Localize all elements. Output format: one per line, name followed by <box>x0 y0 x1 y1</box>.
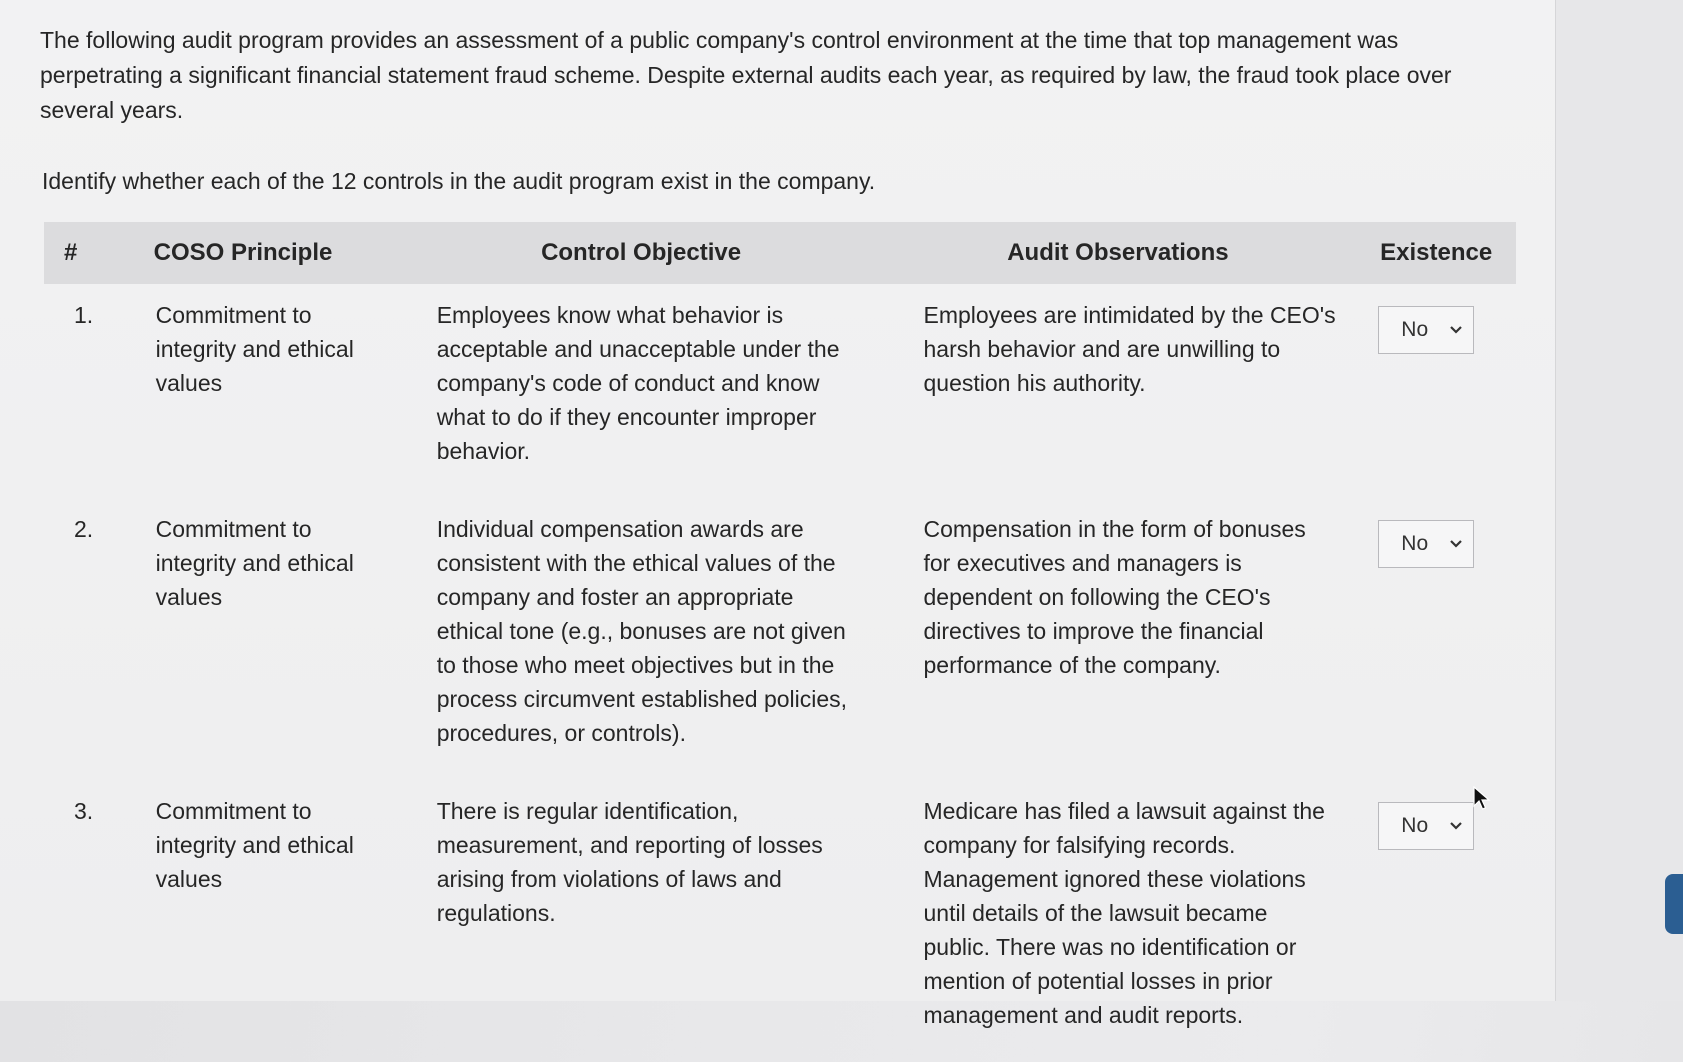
existence-cell <box>1356 498 1516 780</box>
audit-program-table <box>44 222 1516 1062</box>
header-existence: Existence <box>1356 222 1516 284</box>
table-header-row <box>44 222 1516 284</box>
header-control-objective: Control Objective <box>403 222 880 284</box>
coso-principle-cell: Commitment to integrity and ethical values <box>155 302 354 396</box>
existence-select-value: No <box>1401 532 1429 555</box>
control-objective-cell: There is regular identification, measurement, and reporting of losses arising from violations of laws and regulations. <box>436 798 823 926</box>
table-row <box>44 780 1516 1062</box>
existence-select[interactable] <box>1378 520 1474 568</box>
existence-cell <box>1356 284 1516 498</box>
side-tab-handle[interactable] <box>1665 874 1683 934</box>
chevron-down-icon <box>1449 539 1463 549</box>
table-row <box>44 498 1516 780</box>
audit-observation-cell: Employees are intimidated by the CEO's harsh behavior and are unwilling to question his authority. <box>923 302 1336 396</box>
row-number: 1. <box>74 302 94 328</box>
audit-observation-cell: Medicare has filed a lawsuit against the company for falsifying records. Management ignored these violations until details of the lawsuit became public. There was no identification or mention of potential losses in prior management and audit reports. <box>923 798 1325 1028</box>
existence-select[interactable] <box>1378 802 1474 850</box>
right-gutter <box>1556 0 1683 1001</box>
mouse-cursor-icon <box>1473 786 1491 812</box>
existence-select-value: No <box>1401 318 1429 341</box>
control-objective-cell: Employees know what behavior is acceptable and unacceptable under the company's code of conduct and know what to do if they encounter improper behavior. <box>436 302 840 464</box>
chevron-down-icon <box>1449 325 1463 335</box>
row-number: 2. <box>74 516 94 542</box>
chevron-down-icon <box>1449 821 1463 831</box>
coso-principle-cell: Commitment to integrity and ethical values <box>155 798 354 892</box>
row-number: 3. <box>74 798 94 824</box>
existence-cell <box>1356 780 1516 1062</box>
control-objective-cell: Individual compensation awards are consistent with the ethical values of the company and foster an appropriate ethical tone (e.g., bonuses are not given to those who meet objectives but in the process circumvent established policies, procedures, or controls). <box>436 516 848 746</box>
existence-select-value: No <box>1401 814 1429 837</box>
existence-select[interactable] <box>1378 306 1474 354</box>
header-audit-observations: Audit Observations <box>879 222 1356 284</box>
table-row <box>44 284 1516 498</box>
header-number: # <box>44 222 134 284</box>
header-coso-principle: COSO Principle <box>134 222 403 284</box>
coso-principle-cell: Commitment to integrity and ethical values <box>155 516 354 610</box>
intro-text: The following audit program provides an assessment of a public company's control environment at the time that top management was perpetrating a significant financial statement fraud scheme. Despite external audits each year, as required by law, the fraud took place over several years. <box>40 27 1452 123</box>
instruction-text: Identify whether each of the 12 controls in the audit program exist in the company. <box>42 168 876 194</box>
audit-observation-cell: Compensation in the form of bonuses for executives and managers is dependent on following the CEO's directives to improve the financial performance of the company. <box>923 516 1306 678</box>
